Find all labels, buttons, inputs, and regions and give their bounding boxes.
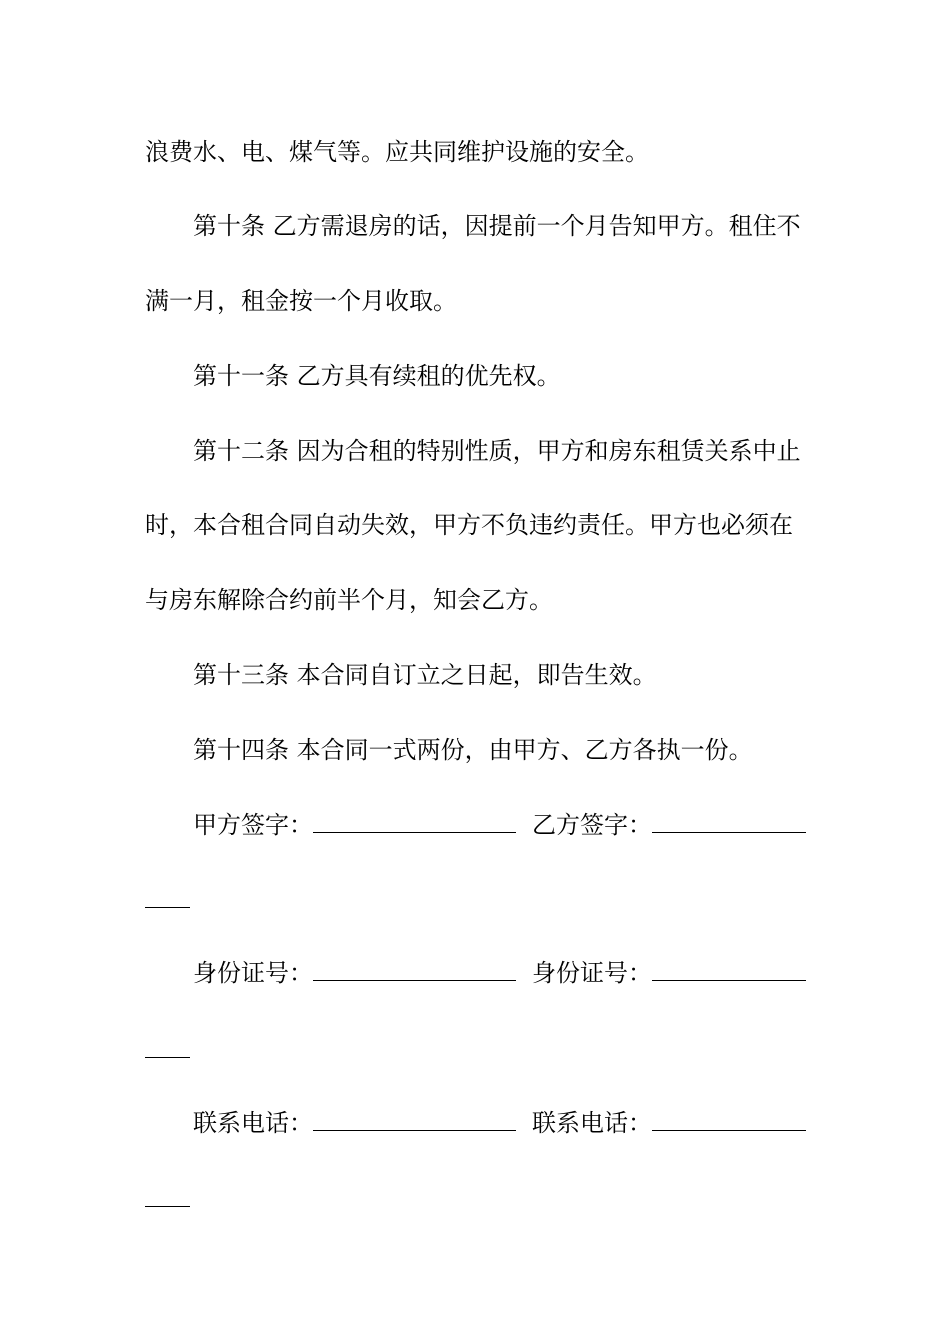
party-a-phone-blank[interactable]: [313, 1108, 516, 1131]
party-a-phone-label: 联系电话：: [193, 1109, 313, 1137]
article-12-line-2: 时，本合租合同自动失效，甲方不负违约责任。甲方也必须在: [145, 511, 793, 539]
party-b-phone-blank-continuation: [145, 1206, 190, 1207]
article-10-line-2: 满一月，租金按一个月收取。: [145, 287, 457, 315]
party-b-sign-blank[interactable]: [652, 810, 806, 833]
party-b-id-blank-continuation: [145, 1057, 190, 1058]
article-14: 第十四条 本合同一式两份，由甲方、乙方各执一份。: [193, 736, 753, 764]
id-row: [193, 958, 873, 988]
article-10-line-1: 第十条 乙方需退房的话，因提前一个月告知甲方。租住不: [193, 212, 801, 240]
party-a-sign-label: 甲方签字：: [193, 811, 313, 839]
party-b-phone-label: 联系电话：: [532, 1109, 652, 1137]
party-a-id-blank[interactable]: [313, 958, 516, 981]
article-12-line-3: 与房东解除合约前半个月，知会乙方。: [145, 586, 553, 614]
party-b-phone-blank[interactable]: [652, 1108, 806, 1131]
party-b-sign-blank-continuation: [145, 907, 190, 908]
signature-row: [193, 810, 873, 840]
paragraph-line: 浪费水、电、煤气等。应共同维护设施的安全。: [145, 138, 649, 166]
party-b-id-label: 身份证号：: [532, 959, 652, 987]
phone-row: [193, 1108, 873, 1138]
article-11: 第十一条 乙方具有续租的优先权。: [193, 362, 561, 390]
party-b-sign-label: 乙方签字：: [532, 811, 652, 839]
party-b-id-blank[interactable]: [652, 958, 806, 981]
party-a-id-label: 身份证号：: [193, 959, 313, 987]
party-a-sign-blank[interactable]: [313, 810, 516, 833]
article-12-line-1: 第十二条 因为合租的特别性质，甲方和房东租赁关系中止: [193, 437, 801, 465]
article-13: 第十三条 本合同自订立之日起，即告生效。: [193, 661, 657, 689]
